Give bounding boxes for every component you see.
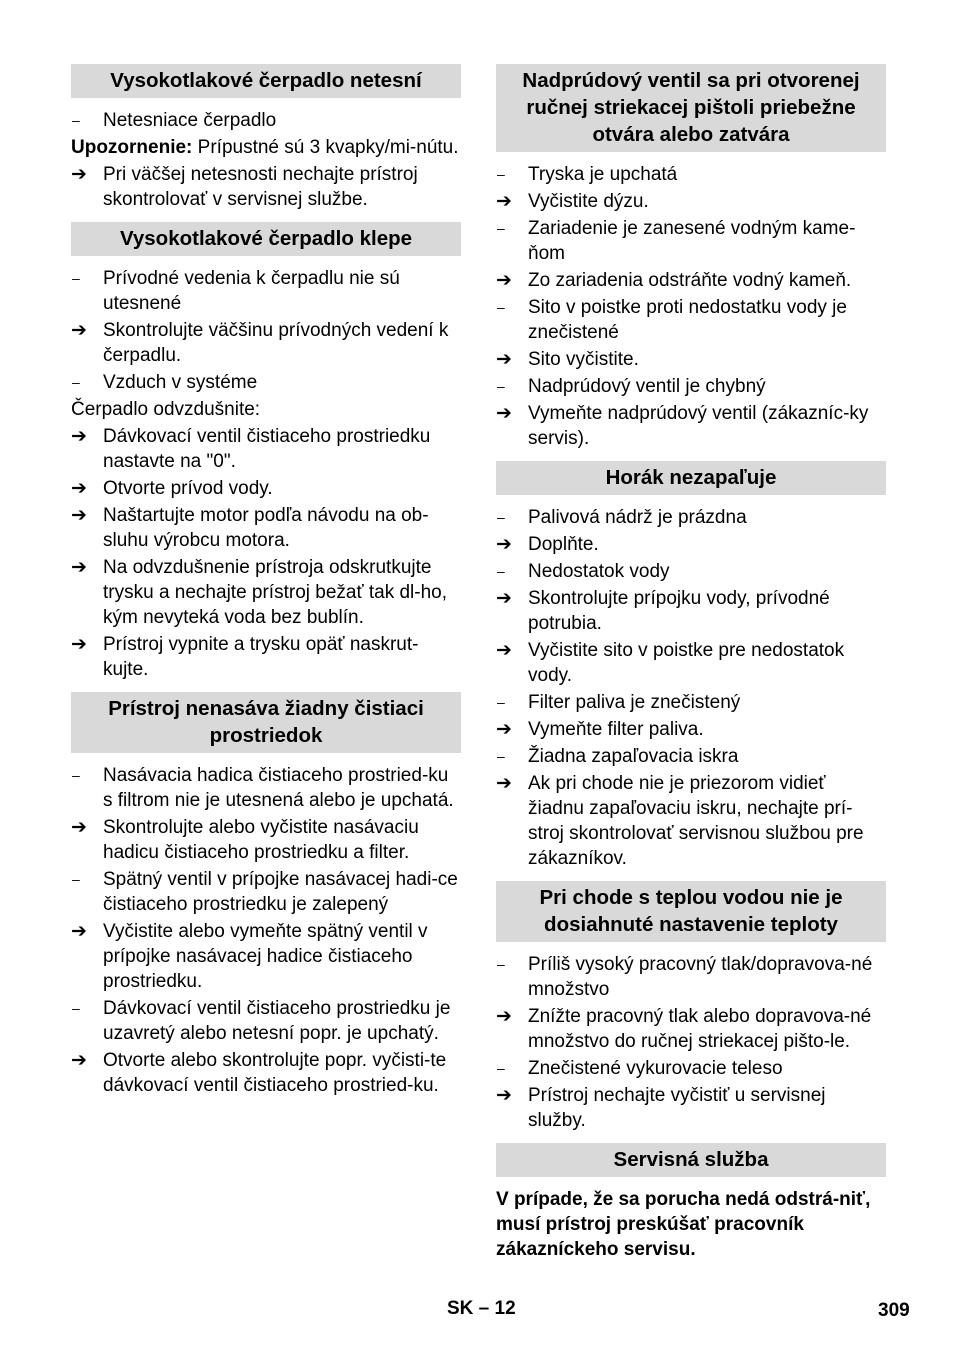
arrow-right-icon: ➔ <box>71 426 87 447</box>
fault-cause-item <box>496 216 886 266</box>
fault-cause-item <box>71 867 461 917</box>
fault-cause-item <box>496 162 886 187</box>
item-text: Tryska je upchatá <box>528 164 678 185</box>
remedy-item <box>496 268 886 293</box>
item-text: Spätný ventil v prípojke nasávacej hadi-ce čistiaceho prostriedku je zalepený <box>103 869 458 915</box>
arrow-right-icon: ➔ <box>71 320 87 341</box>
dash-marker: – <box>497 748 505 764</box>
arrow-right-icon: ➔ <box>496 640 512 661</box>
dash-marker: – <box>497 956 505 972</box>
item-text: Zariadenie je zanesené vodným kame-ňom <box>528 218 856 264</box>
item-text: Sito v poistke proti nedostatku vody je znečistené <box>528 297 847 343</box>
item-text: Vymeňte nadprúdový ventil (zákazníc-ky servis). <box>528 403 869 449</box>
item-text: Nadprúdový ventil je chybný <box>528 376 766 397</box>
item-text: Pri väčšej netesnosti nechajte prístroj skontrolovať v servisnej službe. <box>103 164 418 210</box>
item-text: Skontrolujte alebo vyčistite nasávaciu hadicu čistiaceho prostriedku a filter. <box>103 817 419 863</box>
arrow-right-icon: ➔ <box>496 270 512 291</box>
item-text: Palivová nádrž je prázdna <box>528 507 747 528</box>
section-heading: Nadprúdový ventil sa pri otvorenej ručnej striekacej pištoli priebežne otvára alebo zatvára <box>496 64 886 152</box>
fault-cause-item <box>496 559 886 584</box>
note-paragraph <box>71 135 461 160</box>
remedy-item <box>71 503 461 553</box>
remedy-item <box>71 476 461 501</box>
arrow-right-icon: ➔ <box>496 403 512 424</box>
dash-marker: – <box>72 1000 80 1016</box>
footer-page-number: 309 <box>878 1300 910 1321</box>
remedy-item <box>71 555 461 630</box>
fault-cause-item <box>71 763 461 813</box>
remedy-item <box>496 638 886 688</box>
item-text: Prístroj nechajte vyčistiť u servisnej služby. <box>528 1085 826 1131</box>
arrow-right-icon: ➔ <box>71 557 87 578</box>
dash-marker: – <box>72 767 80 783</box>
dash-marker: – <box>497 299 505 315</box>
item-text: Ak pri chode nie je priezorom vidieť žiadnu zapaľovaciu iskru, nechajte prí-stroj skontrolovať servisnou službou pre zákazníkov. <box>528 773 864 869</box>
section <box>71 64 461 212</box>
remedy-item <box>496 1004 886 1054</box>
dash-marker: – <box>497 563 505 579</box>
service-notice: V prípade, že sa porucha nedá odstrá-niť, musí prístroj preskúšať pracovník zákazníckeho servisu. <box>496 1189 871 1260</box>
item-text: Žiadna zapaľovacia iskra <box>528 746 739 767</box>
arrow-right-icon: ➔ <box>496 534 512 555</box>
note-text: Prípustné sú 3 kvapky/mi-nútu. <box>192 137 459 158</box>
dash-marker: – <box>497 1060 505 1076</box>
dash-marker: – <box>72 270 80 286</box>
section <box>496 461 886 871</box>
item-text: Naštartujte motor podľa návodu na ob-sluhu výrobcu motora. <box>103 505 429 551</box>
arrow-right-icon: ➔ <box>71 921 87 942</box>
item-text: Filter paliva je znečistený <box>528 692 741 713</box>
arrow-right-icon: ➔ <box>496 773 512 794</box>
fault-cause-item <box>496 744 886 769</box>
section <box>71 692 461 1098</box>
fault-cause-item <box>71 996 461 1046</box>
section-heading: Horák nezapaľuje <box>496 461 886 495</box>
fault-cause-item <box>71 370 461 395</box>
arrow-right-icon: ➔ <box>496 719 512 740</box>
item-text: Doplňte. <box>528 534 599 555</box>
remedy-item <box>71 162 461 212</box>
dash-marker: – <box>72 112 80 128</box>
remedy-item <box>496 189 886 214</box>
item-text: Zo zariadenia odstráňte vodný kameň. <box>528 270 852 291</box>
arrow-right-icon: ➔ <box>71 505 87 526</box>
arrow-right-icon: ➔ <box>496 1085 512 1106</box>
section-heading: Servisná služba <box>496 1143 886 1177</box>
dash-marker: – <box>497 378 505 394</box>
item-text: Otvorte alebo skontrolujte popr. vyčisti-te dávkovací ventil čistiaceho prostried-ku. <box>103 1050 447 1096</box>
remedy-item <box>71 424 461 474</box>
fault-cause-item <box>496 952 886 1002</box>
dash-marker: – <box>497 166 505 182</box>
item-text: Na odvzdušnenie prístroja odskrutkujte trysku a nechajte prístroj bežať tak dl-ho, kým nevyteká voda bez bublín. <box>103 557 448 628</box>
arrow-right-icon: ➔ <box>71 164 87 185</box>
item-text: Vymeňte filter paliva. <box>528 719 704 740</box>
item-text: Netesniace čerpadlo <box>103 110 277 131</box>
item-text: Prístroj vypnite a trysku opäť naskrut-kujte. <box>103 634 419 680</box>
dash-marker: – <box>497 220 505 236</box>
arrow-right-icon: ➔ <box>496 349 512 370</box>
item-text: Dávkovací ventil čistiaceho prostriedku je uzavretý alebo netesní popr. je upchatý. <box>103 998 451 1044</box>
fault-cause-item <box>496 690 886 715</box>
dash-marker: – <box>497 509 505 525</box>
left-column <box>71 64 461 1108</box>
dash-marker: – <box>497 694 505 710</box>
section <box>71 222 461 682</box>
item-text: Vyčistite alebo vymeňte spätný ventil v prípojke nasávacej hadice čistiaceho prostriedku. <box>103 921 428 992</box>
item-text: Nasávacia hadica čistiaceho prostried-ku s filtrom nie je utesnená alebo je upchatá. <box>103 765 454 811</box>
item-text: Vyčistite sito v poistke pre nedostatok vody. <box>528 640 845 686</box>
section-heading: Vysokotlakové čerpadlo klepe <box>71 222 461 256</box>
item-text: Sito vyčistite. <box>528 349 639 370</box>
remedy-item <box>496 586 886 636</box>
section-heading: Prístroj nenasáva žiadny čistiaci prostriedok <box>71 692 461 753</box>
item-text: Vyčistite dýzu. <box>528 191 649 212</box>
fault-cause-item <box>71 108 461 133</box>
item-text: Vzduch v systéme <box>103 372 258 393</box>
fault-cause-item <box>496 295 886 345</box>
arrow-right-icon: ➔ <box>71 478 87 499</box>
fault-cause-item <box>496 505 886 530</box>
note-label: Upozornenie: <box>71 137 193 158</box>
arrow-right-icon: ➔ <box>71 634 87 655</box>
arrow-right-icon: ➔ <box>496 588 512 609</box>
arrow-right-icon: ➔ <box>71 1050 87 1071</box>
item-text: Prívodné vedenia k čerpadlu nie sú utesnené <box>103 268 400 314</box>
arrow-right-icon: ➔ <box>496 191 512 212</box>
dash-marker: – <box>72 374 80 390</box>
remedy-item <box>71 919 461 994</box>
remedy-item <box>496 532 886 557</box>
right-column <box>496 64 886 1272</box>
arrow-right-icon: ➔ <box>71 817 87 838</box>
section <box>496 881 886 1133</box>
section <box>496 64 886 451</box>
dash-marker: – <box>72 871 80 887</box>
fault-cause-item <box>496 1056 886 1081</box>
item-text: Dávkovací ventil čistiaceho prostriedku nastavte na "0". <box>103 426 431 472</box>
remedy-item <box>496 347 886 372</box>
item-text: Nedostatok vody <box>528 561 670 582</box>
item-text: Otvorte prívod vody. <box>103 478 273 499</box>
remedy-item <box>71 815 461 865</box>
section <box>496 1143 886 1262</box>
item-text: Znížte pracovný tlak alebo dopravova-né množstvo do ručnej striekacej pišto-le. <box>528 1006 872 1052</box>
item-text: Príliš vysoký pracovný tlak/dopravova-né množstvo <box>528 954 873 1000</box>
remedy-item <box>71 1048 461 1098</box>
remedy-item <box>71 318 461 368</box>
remedy-item <box>496 1083 886 1133</box>
instruction-paragraph: Čerpadlo odvzdušnite: <box>71 399 261 420</box>
item-text: Znečistené vykurovacie teleso <box>528 1058 783 1079</box>
remedy-item <box>496 717 886 742</box>
fault-cause-item <box>496 374 886 399</box>
item-text: Skontrolujte prípojku vody, prívodné potrubia. <box>528 588 830 634</box>
section-heading: Vysokotlakové čerpadlo netesní <box>71 64 461 98</box>
arrow-right-icon: ➔ <box>496 1006 512 1027</box>
footer-section-code: SK – 12 <box>447 1298 516 1319</box>
remedy-item <box>496 771 886 871</box>
item-text: Skontrolujte väčšinu prívodných vedení k čerpadlu. <box>103 320 449 366</box>
remedy-item <box>71 632 461 682</box>
fault-cause-item <box>71 266 461 316</box>
section-heading: Pri chode s teplou vodou nie je dosiahnuté nastavenie teploty <box>496 881 886 942</box>
remedy-item <box>496 401 886 451</box>
